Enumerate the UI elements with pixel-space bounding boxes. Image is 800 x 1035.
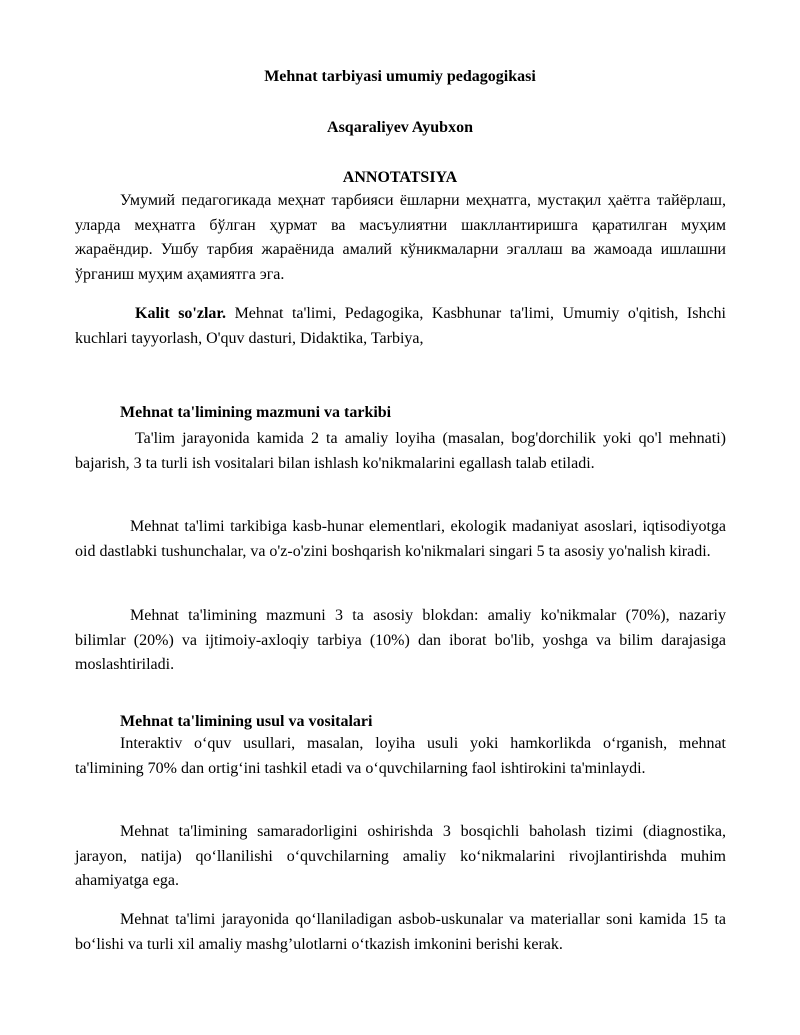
annotation-text: Умумий педагогикада меҳнат тарбияси ёшларни меҳнатга, мустақил ҳаётга тайёрлаш, уларда меҳнатга бўлган ҳурмат ва масъулиятни шакллантиришга қаратилган муҳим жараёндир. Ушбу тарбия жараёнида амалий кўникмаларни эгаллаш ва жамоада ишлашни ўрганиш муҳим аҳамиятга эга. — [75, 192, 726, 283]
section1-paragraph-2: Mehnat ta'limi tarkibiga kasb-hunar elementlari, ekologik madaniyat asoslari, iqtisodiyotga oid dastlabki tushunchalar, va o'z-o'zini boshqarish ko'nikmalari singari 5 ta asosiy yo'nalish kiradi. — [75, 518, 726, 560]
section2-paragraph-2: Mehnat ta'limining samaradorligini oshirishda 3 bosqichli baholash tizimi (diagnostika, jarayon, natija) qo‘llanilishi o‘quvchilarning amaliy ko‘nikmalarini rivojlantirishda muhim ahamiyatga ega. — [75, 823, 726, 889]
annotation-heading: ANNOTATSIYA — [342, 169, 458, 186]
section-heading-content: Mehnat ta'limining mazmuni va tarkibi — [120, 404, 392, 421]
keywords-text: Mehnat ta'limi, Pedagogika, Kasbhunar ta'limi, Umumiy o'qitish, Ishchi kuchlari tayyorlash, O'quv dasturi, Didaktika, Tarbiya, — [75, 305, 726, 347]
keywords-label: Kalit so'zlar. — [135, 305, 227, 322]
section2-paragraph-3: Mehnat ta'limi jarayonida qo‘llaniladigan asbob-uskunalar va materiallar soni kamida 15 ta bo‘lishi va turli xil amaliy mashg’ulotlarni o‘tkazish imkonini berishi kerak. — [75, 911, 726, 953]
section1-paragraph-3: Mehnat ta'limining mazmuni 3 ta asosiy blokdan: amaliy ko'nikmalar (70%), nazariy bilimlar (20%) va ijtimoiy-axloqiy tarbiya (10%) dan iborat bo'lib, yoshga va bilim darajasiga moslashtiriladi. — [75, 607, 726, 673]
section1-paragraph-1: Ta'lim jarayonida kamida 2 ta amaliy loyiha (masalan, bog'dorchilik yoki qo'l mehnati) bajarish, 3 ta turli ish vositalari bilan ishlash ko'nikmalarini egallash talab etiladi. — [75, 430, 726, 472]
keywords-paragraph — [75, 302, 726, 351]
paper-title: Mehnat tarbiyasi umumiy pedagogikasi — [264, 68, 536, 85]
author-name: Asqaraliyev Ayubxon — [327, 119, 473, 136]
section2-paragraph-1: Interaktiv o‘quv usullari, masalan, loyiha usuli yoki hamkorlikda o‘rganish, mehnat ta'limining 70% dan ortig‘ini tashkil etadi va o‘quvchilarning faol ishtirokini ta'minlaydi. — [75, 735, 726, 777]
section-heading-methods: Mehnat ta'limining usul va vositalari — [120, 713, 373, 730]
